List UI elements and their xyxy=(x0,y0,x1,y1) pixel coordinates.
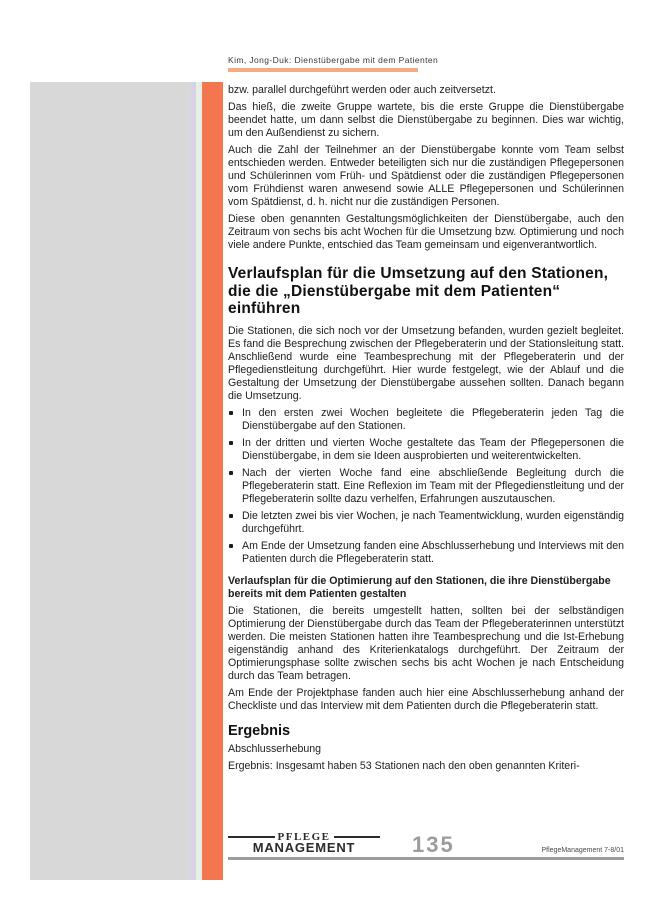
bullet-marker xyxy=(229,441,233,445)
paragraph: Die Stationen, die sich noch vor der Umsetzung befanden, wurden gezielt begleitet. Es fand die Besprechung zwischen der Pflegeberaterin und der Stationsleitung statt. Anschließend wurde eine Teambesprechung mit der Pflegeberaterin und der Pflegedienstleitung durchgeführt. Hier wurde festgelegt, wie der Ablauf und die Gestaltung der Umsetzung der Dienstübergabe aussehen sollten. Danach begann die Umsetzung. xyxy=(228,324,624,402)
bullet-item xyxy=(228,540,624,566)
footer-rule xyxy=(228,857,624,860)
bullet-item xyxy=(228,510,624,536)
bullet-text: In der dritten und vierten Woche gestaltete das Team der Pflegepersonen die Dienstübergabe, in dem sie Ideen ausprobierten und weiterentwickelten. xyxy=(242,436,624,462)
bullet-item xyxy=(228,467,624,506)
results-subheading: Abschlusserhebung xyxy=(228,742,322,755)
page-number: 135 xyxy=(412,832,455,857)
logo-word-management: MANAGEMENT xyxy=(252,840,356,855)
footer-row xyxy=(228,831,624,855)
logo-rule-left xyxy=(228,836,275,838)
page-footer xyxy=(228,831,624,860)
pflege-management-logo xyxy=(228,831,380,855)
accent-bar-orange xyxy=(202,82,223,880)
bullet-list xyxy=(228,407,624,566)
paragraph: bzw. parallel durchgeführt werden oder auch zeitversetzt. xyxy=(228,84,496,96)
sidebar-gray-block xyxy=(30,82,191,880)
bullet-marker xyxy=(229,514,233,518)
paragraph: Diese oben genannten Gestaltungsmöglichkeiten der Dienstübergabe, auch den Zeitraum von sechs bis acht Wochen für die Umsetzung bzw. Optimierung und noch viele andere Punkte, entschied das Team gemeinsam und eigenverantwortlich. xyxy=(228,213,624,251)
paragraph: Ergebnis: Insgesamt haben 53 Stationen nach den oben genannten Kriteri- xyxy=(228,759,580,772)
bullet-item xyxy=(228,407,624,433)
bullet-marker xyxy=(229,411,233,415)
section-heading-ergebnis: Ergebnis xyxy=(228,722,291,739)
bullet-marker xyxy=(229,544,233,548)
main-text-column xyxy=(228,84,624,777)
section-heading-umsetzung: Verlaufsplan für die Umsetzung auf den Stationen, die die „Dienstübergabe mit dem Patienten“ einführen xyxy=(228,265,609,318)
paragraph: Am Ende der Projektphase fanden auch hier eine Abschlusserhebung anhand der Checkliste und das Interview mit dem Patienten durch die Pflegeberaterin statt. xyxy=(228,686,624,712)
bullet-text: Am Ende der Umsetzung fanden eine Abschlusserhebung und Interviews mit den Patienten durch die Pflegeberaterin statt. xyxy=(242,539,624,565)
bullet-text: Nach der vierten Woche fand eine abschließende Begleitung durch die Pflegeberaterin statt. Eine Reflexion im Team mit der Pflegedienstleitung und der Pflegeberaterin sollte dazu verhelfen, Erfahrungen auszutauschen. xyxy=(242,466,624,505)
paragraph: Das hieß, die zweite Gruppe wartete, bis die erste Gruppe die Dienstübergabe beendet hatte, um dann selbst die Dienstübergabe zu beginnen. Dies war wichtig, um den Außendienst zu sichern. xyxy=(228,101,624,139)
running-header-underline xyxy=(228,68,418,72)
bullet-text: Die letzten zwei bis vier Wochen, je nach Teamentwicklung, wurden eigenständig durchgeführt. xyxy=(242,509,624,535)
journal-reference: PflegeManagement 7-8/01 xyxy=(541,847,624,854)
subsection-heading-optimierung: Verlaufsplan für die Optimierung auf den Stationen, die ihre Dienstübergabe bereits mit dem Patienten gestalten xyxy=(228,574,611,600)
running-header: Kim, Jong-Duk: Dienstübergabe mit dem Patienten xyxy=(228,55,439,65)
paragraph: Die Stationen, die bereits umgestellt hatten, sollten bei der selbständigen Optimierung der Dienstübergabe durch das Team der Pflegeberaterinnen unterstützt werden. Die meisten Stationen hatten ihre Teambesprechung und die Ist-Erhebung eigenständig anhand des Kriterienkatalogs durchgeführt. Der Zeitraum der Optimierungsphase sollte zwischen sechs bis acht Wochen je nach Entscheidung durch das Team betragen. xyxy=(228,604,624,682)
bullet-text: In den ersten zwei Wochen begleitete die Pflegeberaterin jeden Tag die Dienstübergabe auf den Stationen. xyxy=(242,406,624,432)
bullet-marker xyxy=(229,471,233,475)
paragraph: Auch die Zahl der Teilnehmer an der Dienstübergabe konnte vom Team selbst entschieden werden. Entweder beteiligten sich nur die zuständigen Pflegepersonen und Schülerinnen vom Früh- und Spätdienst oder die zuständigen Pflegepersonen vom Frühdienst waren anwesend sowie ALLE Pflegepersonen und Schülerinnen vom Spätdienst, d. h. nicht nur die zuständigen Personen. xyxy=(228,144,624,208)
bullet-item xyxy=(228,437,624,463)
logo-word-pflege: PFLEGE xyxy=(277,831,331,843)
logo-rule-right xyxy=(334,836,381,838)
